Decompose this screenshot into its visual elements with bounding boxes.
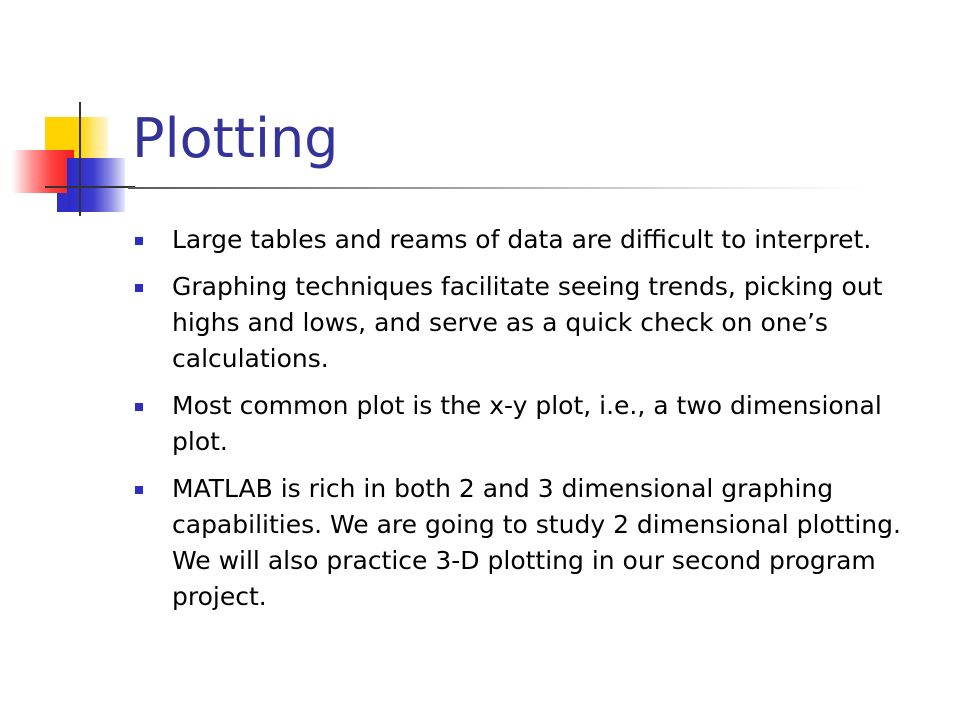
bullet-text: Large tables and reams of data are difficult to interpret. xyxy=(172,225,872,254)
decorative-blocks-logo xyxy=(0,0,140,230)
slide-title: Plotting xyxy=(132,107,339,170)
bullet-text: MATLAB is rich in both 2 and 3 dimensional graphing capabilities. We are going to study 2 dimensional plotting. We will also practice 3-D plotting in our second program project. xyxy=(172,474,901,611)
square-bullet-icon xyxy=(135,486,143,494)
blue-square-shape xyxy=(57,193,68,212)
bullet-item xyxy=(134,471,934,615)
square-bullet-icon xyxy=(135,237,143,245)
bullet-list xyxy=(134,222,934,626)
bullet-text: Graphing techniques facilitate seeing trends, picking out highs and lows, and serve as a quick check on one’s calculations. xyxy=(172,272,883,373)
bullet-text: Most common plot is the x-y plot, i.e., a two dimensional plot. xyxy=(172,391,882,456)
title-underline xyxy=(128,187,868,189)
square-bullet-icon xyxy=(135,403,143,411)
bullet-item xyxy=(134,269,934,377)
bullet-item xyxy=(134,222,934,258)
blue-square-shape xyxy=(67,158,125,212)
vertical-line-shape xyxy=(79,102,81,216)
horizontal-line-shape xyxy=(45,186,135,188)
square-bullet-icon xyxy=(135,284,143,292)
bullet-item xyxy=(134,388,934,460)
